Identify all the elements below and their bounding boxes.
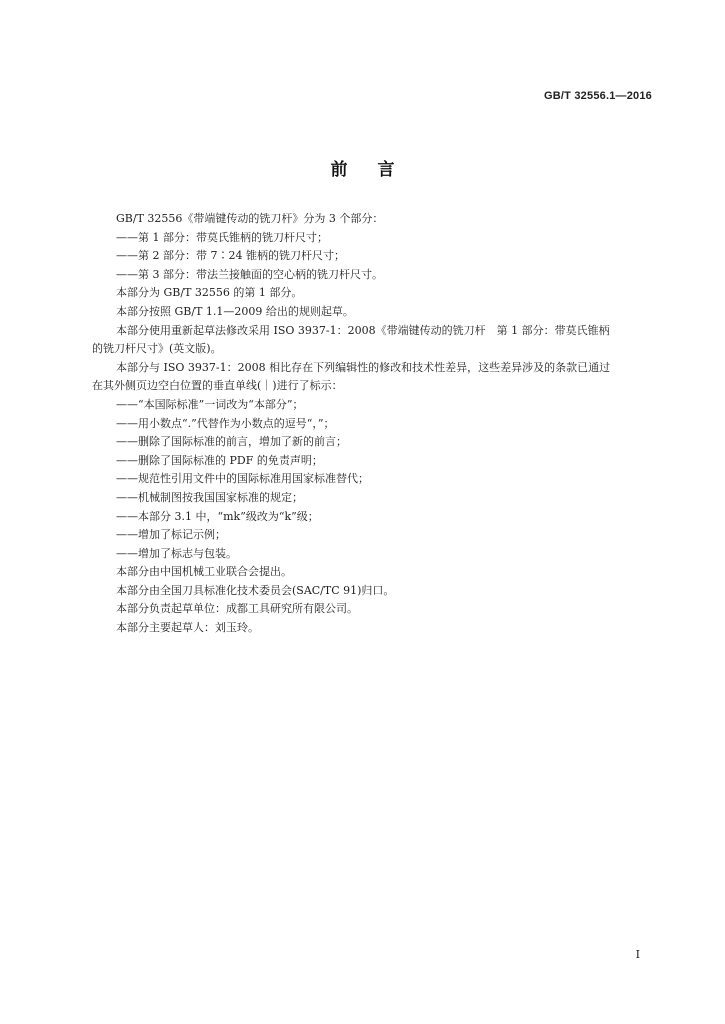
paragraph-line: ——删除了国际标准的 PDF 的免责声明； <box>116 453 323 467</box>
paragraph-line: ——增加了标记示例； <box>116 528 226 542</box>
paragraph-line: ——用小数点“.”代替作为小数点的逗号“，”； <box>116 416 335 430</box>
paragraph-line: ——第 1 部分：带莫氏锥柄的铣刀杆尺寸； <box>116 230 328 244</box>
standard-code: GB/T 32556.1—2016 <box>544 90 652 102</box>
paragraph-line: ——本部分 3.1 中，“mk”级改为“k”级； <box>116 509 319 523</box>
paragraph-line: ——规范性引用文件中的国际标准用国家标准替代； <box>116 472 369 486</box>
paragraph-line: ——机械制图按我国国家标准的规定； <box>116 490 303 504</box>
foreword-body <box>92 210 652 638</box>
paragraph-line: 本部分与 ISO 3937-1：2008 相比存在下列编辑性的修改和技术性差异，这些差异涉及的条款已通过 <box>116 360 611 374</box>
paragraph-line: 本部分使用重新起草法修改采用 ISO 3937-1：2008《带端键传动的铣刀杆 第 1 部分：带莫氏锥柄 <box>116 323 610 337</box>
paragraph-line: 本部分由全国刀具标准化技术委员会(SAC/TC 91)归口。 <box>116 583 395 597</box>
paragraph-line: 本部分负责起草单位：成都工具研究所有限公司。 <box>116 602 358 616</box>
paragraph-line: 本部分按照 GB/T 1.1—2009 给出的规则起草。 <box>116 304 354 318</box>
paragraph-line: 本部分主要起草人：刘玉玲。 <box>116 621 259 635</box>
page-number: I <box>635 948 640 961</box>
paragraph-line: 本部分由中国机械工业联合会提出。 <box>116 565 292 579</box>
paragraph-line: 在其外侧页边空白位置的垂直单线(｜)进行了标示： <box>92 379 343 393</box>
paragraph-line: GB/T 32556《带端键传动的铣刀杆》分为 3 个部分： <box>116 212 384 225</box>
page-title: 前言 <box>330 160 425 180</box>
paragraph-line: 的铣刀杆尺寸》(英文版)。 <box>92 342 222 356</box>
paragraph-line: ——“本国际标准”一词改为“本部分”； <box>116 397 304 411</box>
paragraph-line: ——第 3 部分：带法兰接触面的空心柄的铣刀杆尺寸。 <box>116 267 383 281</box>
paragraph-line: ——增加了标志与包装。 <box>116 546 237 560</box>
paragraph-line: ——第 2 部分：带 7∶24 锥柄的铣刀杆尺寸； <box>116 249 345 263</box>
paragraph-line: ——删除了国际标准的前言，增加了新的前言； <box>116 435 347 449</box>
paragraph-line: 本部分为 GB/T 32556 的第 1 部分。 <box>116 286 303 300</box>
